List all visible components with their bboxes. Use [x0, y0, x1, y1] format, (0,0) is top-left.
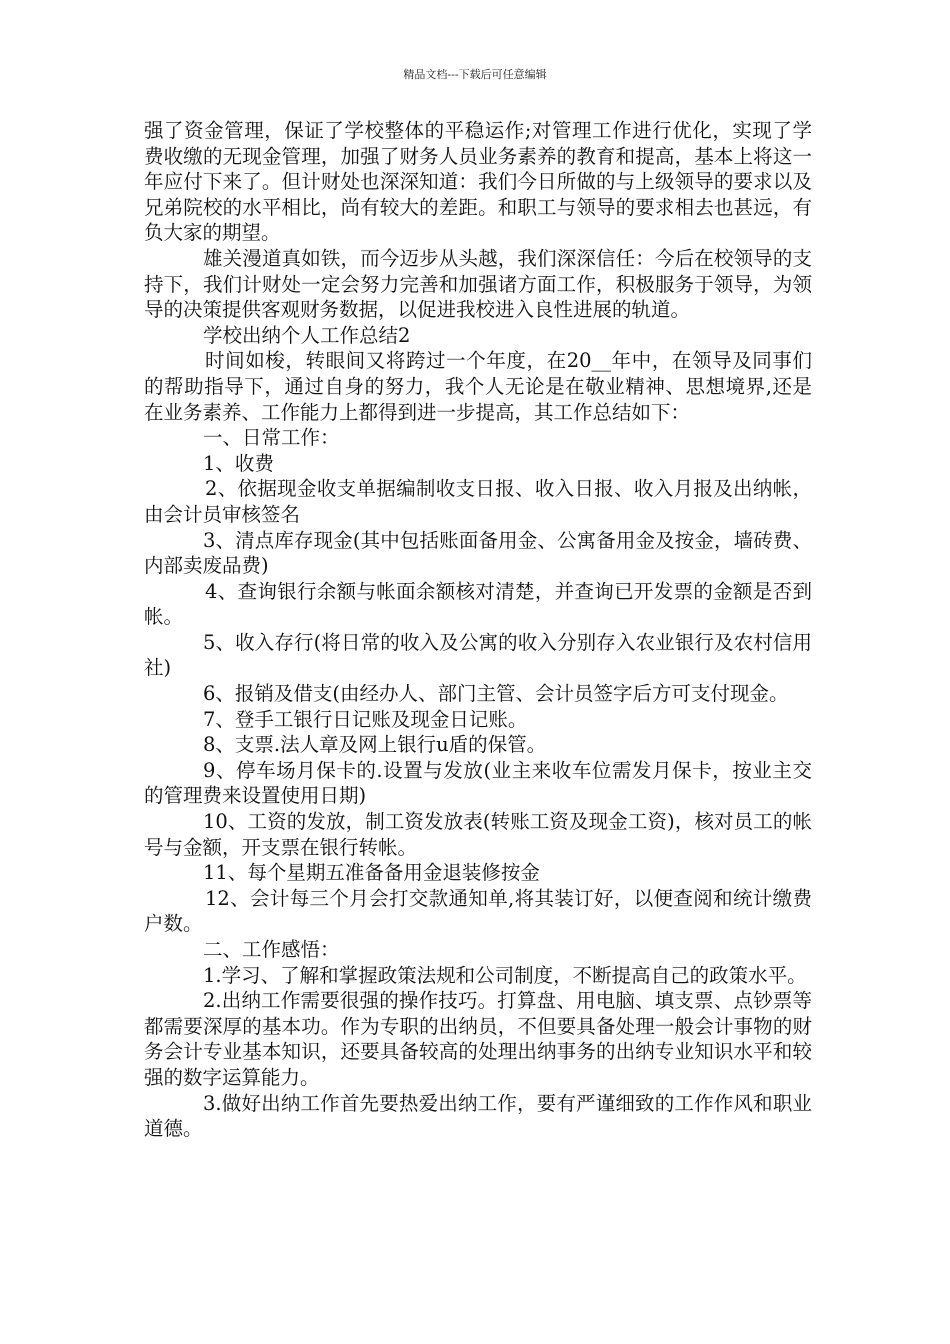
heading: 二、工作感悟： [203, 938, 340, 961]
list-item: 3.做好出纳工作首先要热爱出纳工作，要有严谨细致的工作作风和职业道德。 [144, 1091, 812, 1141]
list-item: 7、登手工银行日记账及现金日记账。 [203, 707, 528, 731]
list-item: 9、停车场月保卡的.设置与发放(业主来收车位需发月保卡，按业主交的管理费来设置使用日期) [144, 758, 812, 808]
list-item: 2、依据现金收支单据编制收支日报、收入日报、收入月报及出纳帐，由会计员审核签名 [144, 477, 812, 526]
page-header: 精品文档---下载后可任意编辑 [403, 68, 547, 81]
list-item: 8、支票.法人章及网上银行u盾的保管。 [203, 733, 547, 757]
paragraph: 雄关漫道真如铁，而今迈步从头越，我们深深信任：今后在校领导的支持下，我们计财处一定会努力完善和加强诸方面工作，积极服务于领导，为领导的决策提供客观财务数据，以促进我校进入良性进展的轨道。 [144, 246, 812, 322]
list-item: 1.学习、了解和掌握政策法规和公司制度，不断提高自己的政策水平。 [203, 963, 807, 987]
list-item: 2.出纳工作需要很强的操作技巧。打算盘、用电脑、填支票、点钞票等都需要深厚的基本功。作为专职的出纳员，不但要具备处理一般会计事物的财务会计专业基本知识，还要具备较高的处理出纳事务的出纳专业知识水平和较强的数字运算能力。 [144, 989, 812, 1089]
list-item: 5、收入存行(将日常的收入及公寓的收入分别存入农业银行及农村信用社) [144, 630, 812, 680]
list-item: 1、收费 [203, 451, 274, 475]
paragraph: 强了资金管理，保证了学校整体的平稳运作;对管理工作进行优化，实现了学费收缴的无现金管理，加强了财务人员业务素养的教育和提高，基本上将这一年应付下来了。但计财处也深深知道：我们今日所做的与上级领导的要求以及兄弟院校的水平相比，尚有较大的差距。和职工与领导的要求相去也甚远，有负大家的期望。 [144, 119, 812, 245]
list-item: 10、工资的发放，制工资发放表(转账工资及现金工资)，核对员工的帐号与金额，开支票在银行转帐。 [144, 810, 812, 859]
document-body [144, 118, 812, 1142]
list-item: 4、查询银行余额与帐面余额核对清楚，并查询已开发票的金额是否到帐。 [144, 579, 812, 629]
list-item: 11、每个星期五准备备用金退装修按金 [203, 861, 540, 885]
list-item: 6、报销及借支(由经办人、部门主管、会计员签字后方可支付现金。 [203, 682, 789, 706]
heading: 一、日常工作： [203, 426, 340, 450]
list-item: 12、会计每三个月会打交款通知单,将其装订好，以便查阅和统计缴费户数。 [144, 886, 812, 936]
list-item: 3、清点库存现金(其中包括账面备用金、公寓备用金及按金，墙砖费、内部卖废品费) [144, 528, 812, 578]
paragraph: 时间如梭，转眼间又将跨过一个年度，在20__年中，在领导及同事们的帮助指导下，通过自身的努力，我个人无论是在敬业精神、思想境界,还是在业务素养、工作能力上都得到进一步提高，其工作总结如下： [144, 349, 812, 424]
section-title: 学校出纳个人工作总结2 [203, 323, 411, 347]
